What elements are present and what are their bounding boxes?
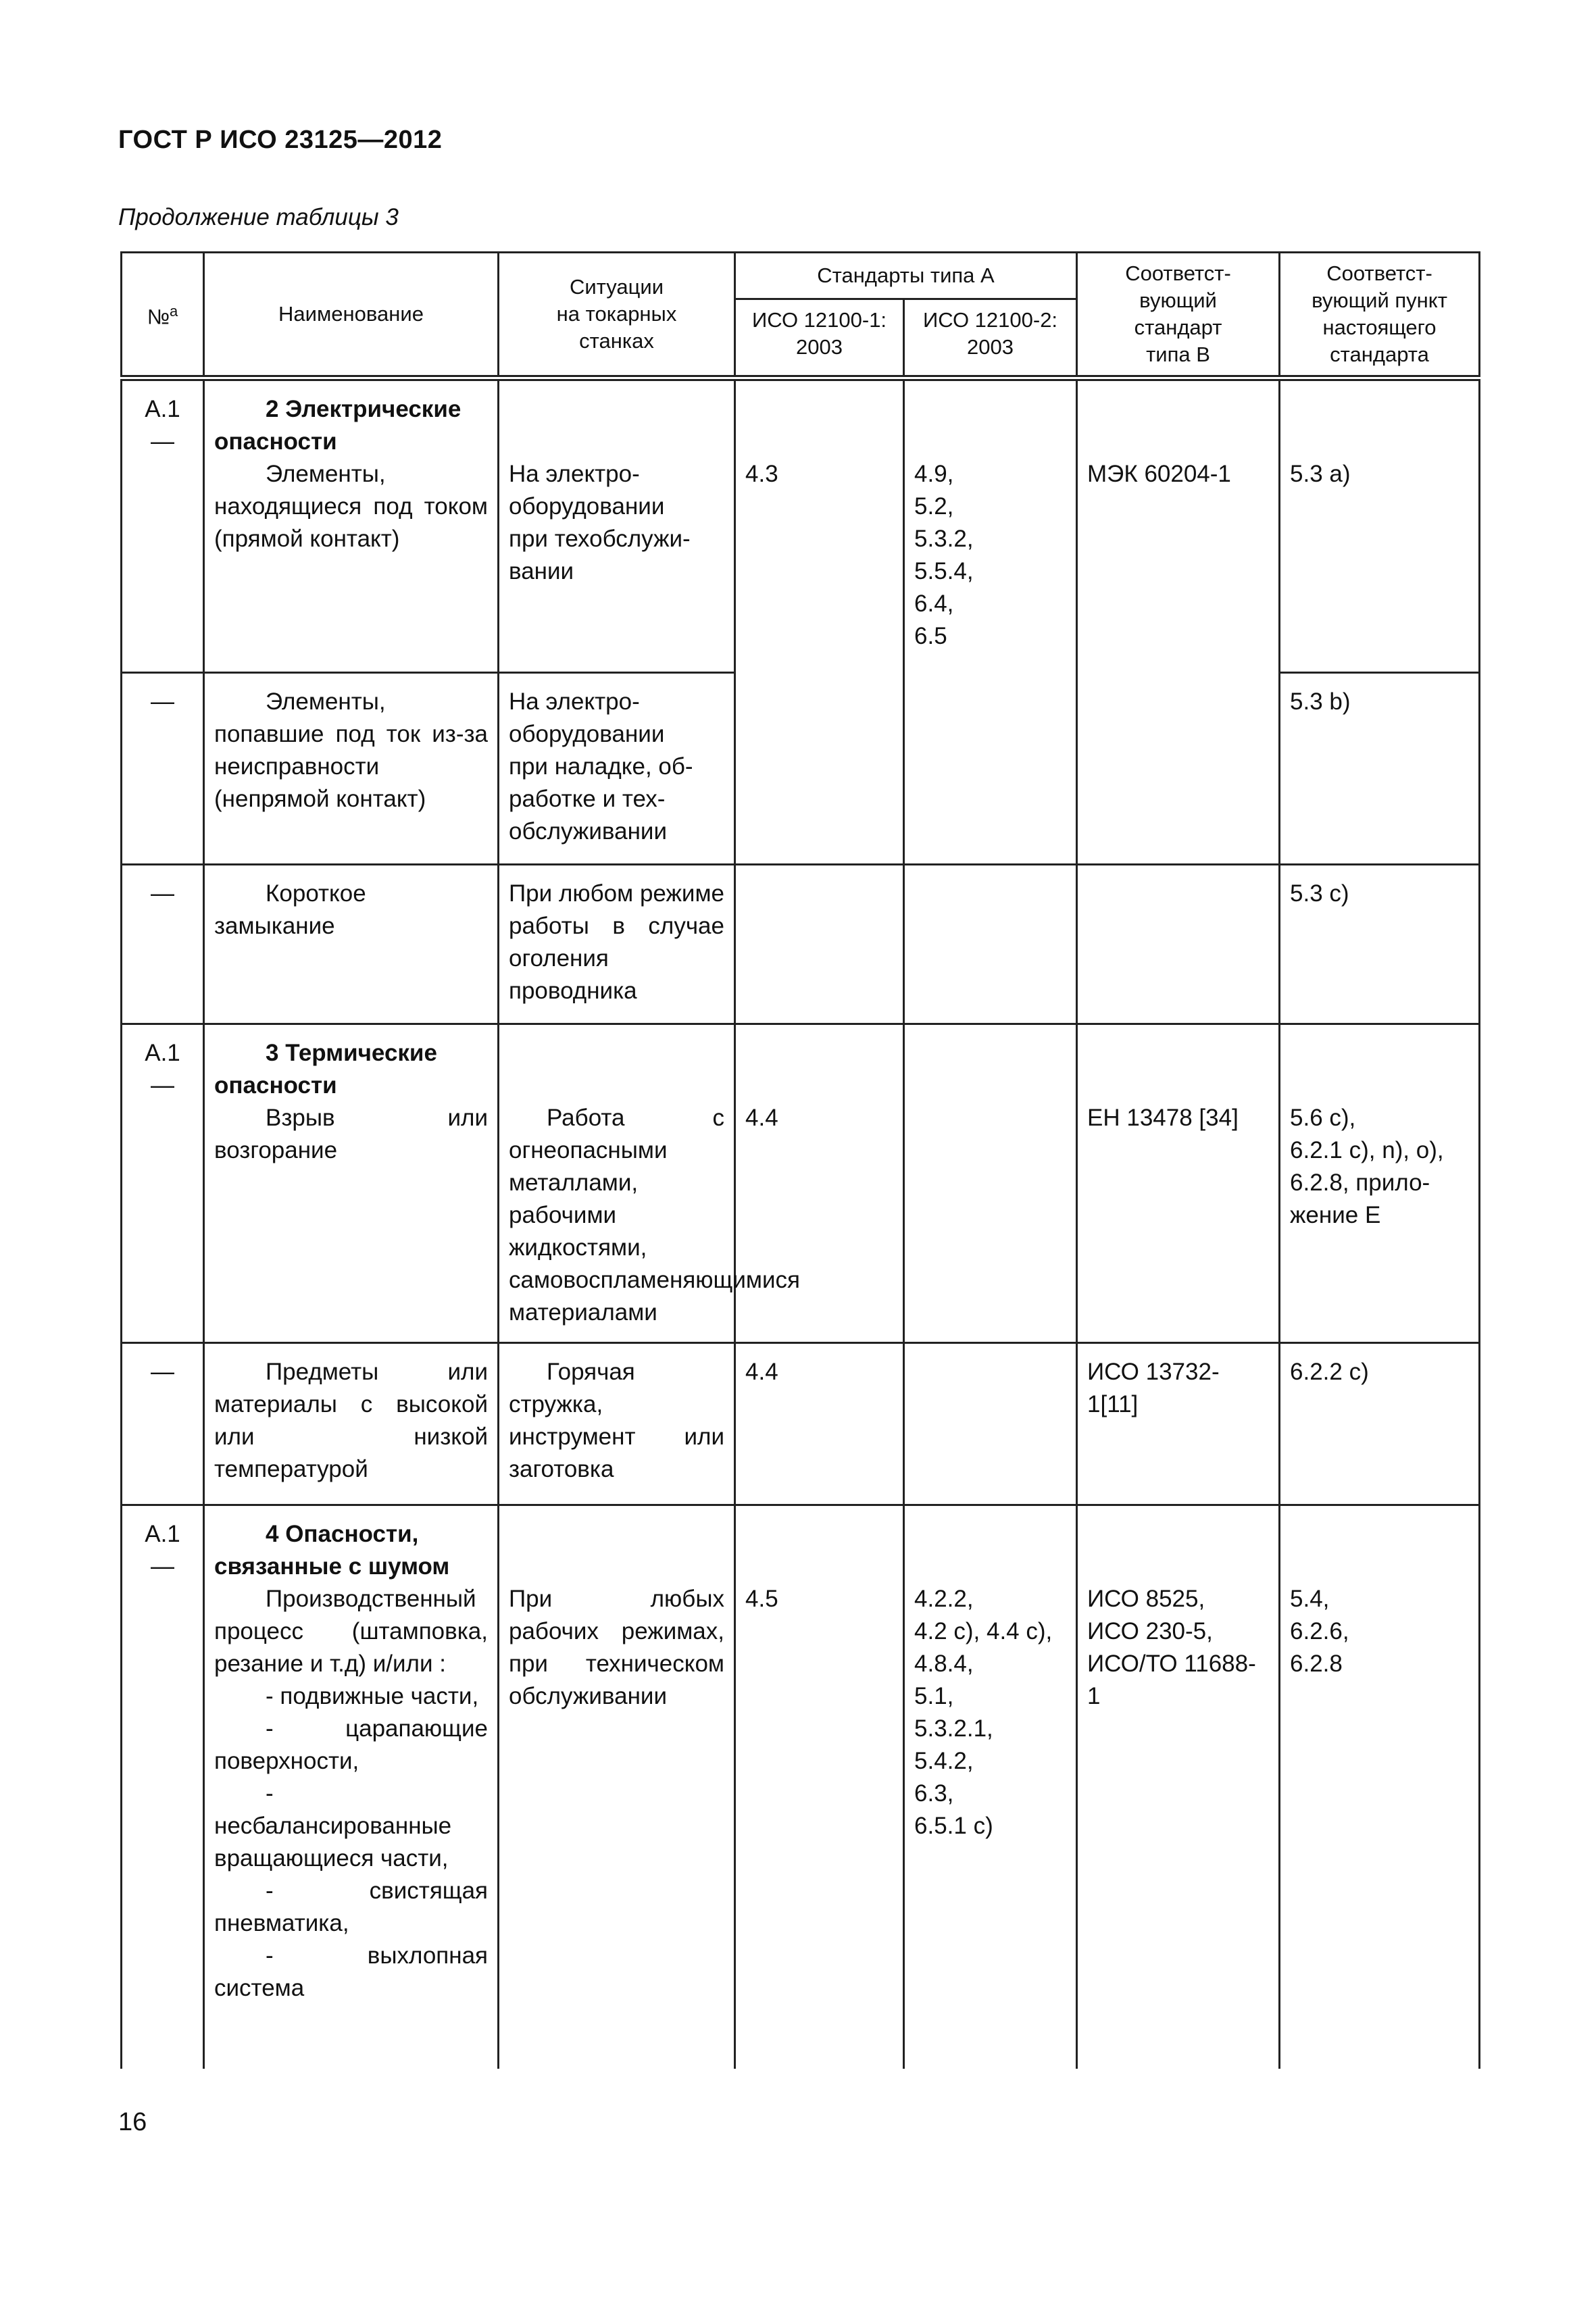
table-row xyxy=(122,1343,1480,1505)
hazard-name: Предметы или материалы с высокой или низкой температурой xyxy=(204,1343,499,1505)
hazard-group-heading: 4 Опасности, связанные с шумом xyxy=(214,1521,450,1580)
hazards-table xyxy=(120,251,1480,2069)
hazard-source-list xyxy=(214,1680,488,2005)
col-header-iso-12100-2: ИСО 12100-2: 2003 xyxy=(904,299,1077,378)
hazard-name-cell xyxy=(204,1024,499,1343)
type-b-standard-cell xyxy=(1077,865,1280,1024)
col-header-iso-12100-1: ИСО 12100-1: 2003 xyxy=(735,299,904,378)
iso-12100-2-cell xyxy=(904,1024,1077,1343)
hazard-source-item: - свистящая пневматика, xyxy=(214,1878,488,1936)
row-number: — xyxy=(122,865,204,1024)
iso-12100-1-cell: 4.3 xyxy=(735,378,904,865)
hazard-source-item: - выхлопная система xyxy=(214,1942,488,2001)
col-header-name: Наименование xyxy=(204,253,499,378)
hazard-name: Элементы, находящиеся под током (прямой контакт) xyxy=(214,461,488,552)
row-number: — xyxy=(122,673,204,865)
row-number: А.1 — xyxy=(122,1505,204,2069)
clause-cell: 5.6 с), 6.2.1 с), n), о), 6.2.8, прило- жение Е xyxy=(1280,1024,1480,1343)
situation-cell: Горячая стружка, инструмент или заготовка xyxy=(499,1343,735,1505)
col-header-type-a: Стандарты типа А xyxy=(735,253,1077,299)
hazard-source-item: - несбалансированные вращающиеся части, xyxy=(214,1780,452,1871)
col-header-num: №$^a$ xyxy=(122,253,204,378)
iso-12100-1-cell xyxy=(735,865,904,1024)
iso-12100-1-cell: 4.4 xyxy=(735,1343,904,1505)
iso-12100-2-cell xyxy=(904,1343,1077,1505)
hazard-name-cell xyxy=(204,1505,499,2069)
clause-cell: 6.2.2 с) xyxy=(1280,1343,1480,1505)
table-row xyxy=(122,378,1480,673)
row-number: — xyxy=(122,1343,204,1505)
col-header-type-b: Соответст- вующий стандарт типа В xyxy=(1077,253,1280,378)
type-b-standard-cell: ИСО 8525, ИСО 230-5, ИСО/ТО 11688-1 xyxy=(1077,1505,1280,2069)
type-b-standard-cell: МЭК 60204-1 xyxy=(1077,378,1280,865)
hazard-name: Короткое замыкание xyxy=(204,865,499,1024)
clause-cell: 5.3 c) xyxy=(1280,865,1480,1024)
hazard-name: Взрыв или возгорание xyxy=(214,1105,488,1163)
hazard-source-item: - царапающие поверхности, xyxy=(214,1715,488,1774)
table-row xyxy=(122,1024,1480,1343)
header-row xyxy=(122,253,1480,299)
situation-cell: При любом режиме работы в случае оголения проводника xyxy=(499,865,735,1024)
table-row xyxy=(122,1505,1480,2069)
row-number: А.1 — xyxy=(122,1024,204,1343)
hazard-name: Элементы, попавшие под ток из-за неисправности (непрямой контакт) xyxy=(204,673,499,865)
col-header-clause: Соответст- вующий пункт настоящего стандарта xyxy=(1280,253,1480,378)
type-b-standard-cell: ИСО 13732-1[11] xyxy=(1077,1343,1280,1505)
row-number: А.1 — xyxy=(122,378,204,673)
clause-cell: 5.4, 6.2.6, 6.2.8 xyxy=(1280,1505,1480,2069)
document-code: ГОСТ Р ИСО 23125—2012 xyxy=(118,126,443,154)
iso-12100-2-cell xyxy=(904,865,1077,1024)
table-caption: Продолжение таблицы 3 xyxy=(118,204,399,230)
situation-cell: Работа с огнеопасными металлами, рабочими жидкостями, самовоспламеняющимися материалами xyxy=(499,1024,735,1343)
iso-12100-2-cell: 4.9, 5.2, 5.3.2, 5.5.4, 6.4, 6.5 xyxy=(904,378,1077,865)
hazard-name-cell xyxy=(204,378,499,673)
hazard-source-item: - подвижные части, xyxy=(266,1683,479,1709)
clause-cell: 5.3 а) xyxy=(1280,378,1480,673)
col-header-situations: Ситуации на токарных станках xyxy=(499,253,735,378)
situation-cell: При любых рабочих режимах, при техническом обслуживании xyxy=(499,1505,735,2069)
type-b-standard-cell: ЕН 13478 [34] xyxy=(1077,1024,1280,1343)
situation-cell: На электро- оборудовании при техобслужи- вании xyxy=(499,378,735,673)
hazard-group-heading: 3 Термические опасности xyxy=(214,1040,437,1099)
iso-12100-1-cell: 4.4 xyxy=(735,1024,904,1343)
iso-12100-1-cell: 4.5 xyxy=(735,1505,904,2069)
hazard-name: Производственный процесс (штамповка, резание и т.д) и/или : xyxy=(214,1586,488,1677)
page-number: 16 xyxy=(118,2108,147,2136)
hazard-group-heading: 2 Электрические опасности xyxy=(214,396,462,455)
situation-cell: На электро- оборудовании при наладке, об- работке и тех- обслуживании xyxy=(499,673,735,865)
iso-12100-2-cell: 4.2.2, 4.2 с), 4.4 с), 4.8.4, 5.1, 5.3.2.1, 5.4.2, 6.3, 6.5.1 с) xyxy=(904,1505,1077,2069)
table-row xyxy=(122,865,1480,1024)
clause-cell: 5.3 b) xyxy=(1280,673,1480,865)
